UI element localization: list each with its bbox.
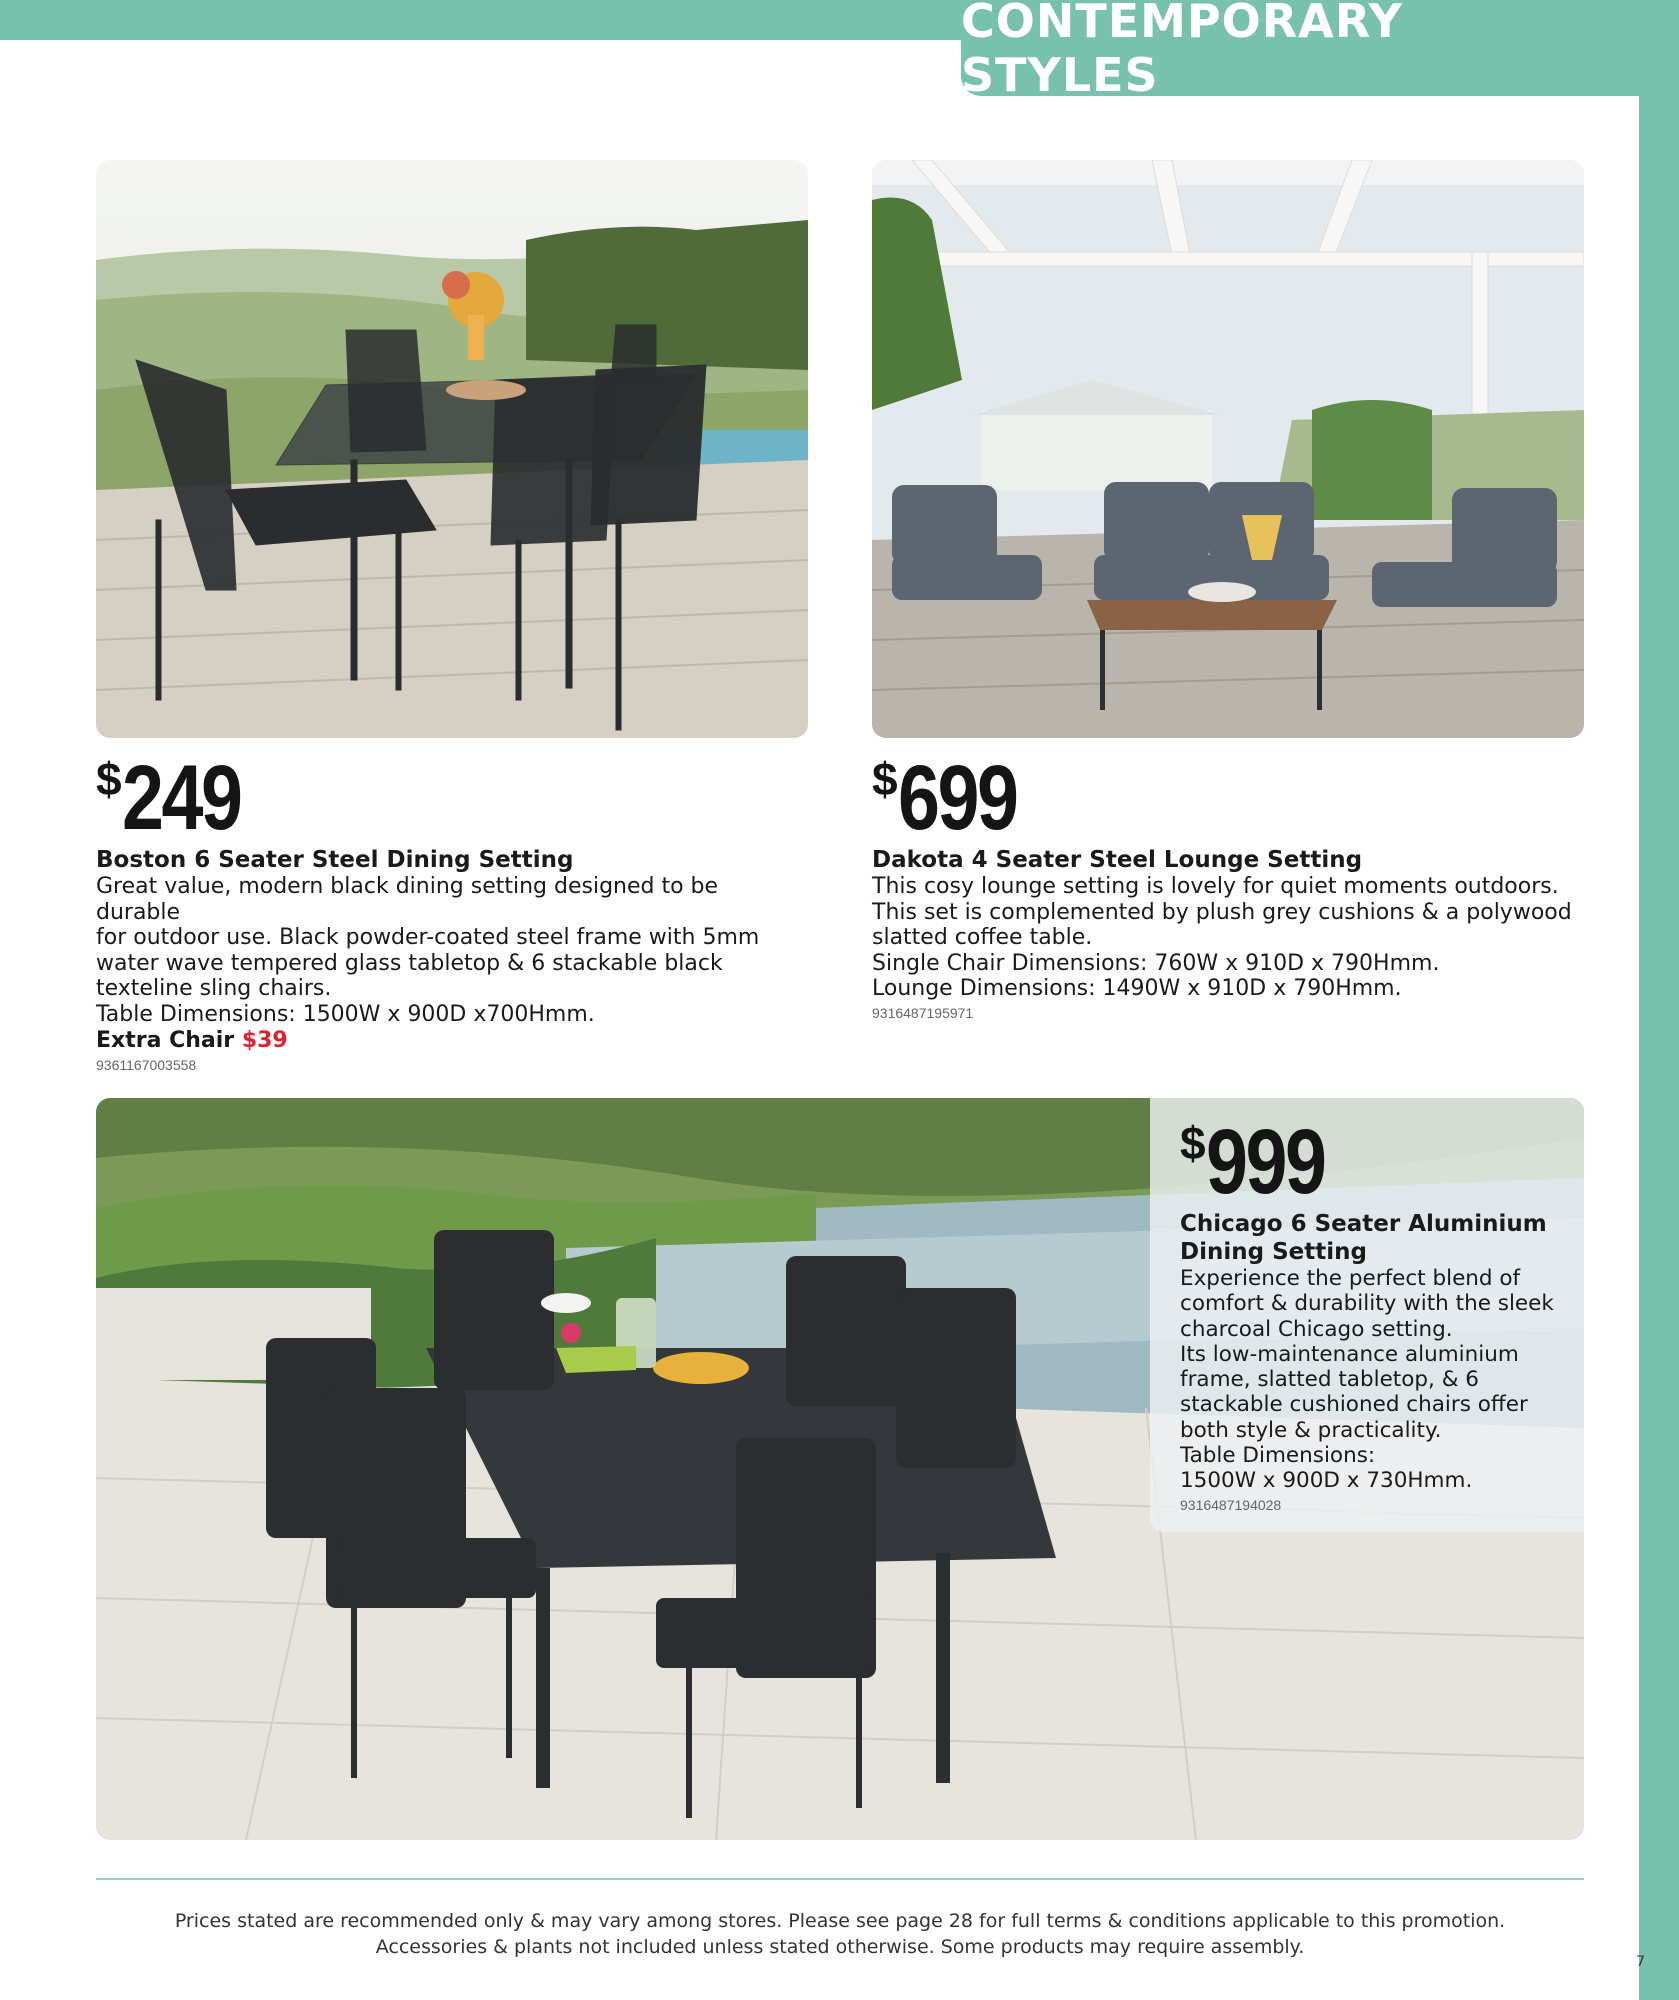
description-line: This set is complemented by plush grey cushions & a polywood <box>872 899 1572 925</box>
product-name <box>1180 1210 1560 1266</box>
product-name-line: Chicago 6 Seater Aluminium <box>1180 1211 1547 1237</box>
product-dakota <box>872 747 1584 1021</box>
description-line: Experience the perfect blend of <box>1180 1266 1521 1291</box>
boston-price <box>96 747 808 849</box>
price-amount: 999 <box>1205 1111 1325 1213</box>
description-line: Table Dimensions: <box>1180 1443 1376 1469</box>
price-amount: 699 <box>897 747 1017 849</box>
description-line: texteline sling chairs. <box>96 976 332 1001</box>
description-line: comfort & durability with the sleek <box>1180 1291 1554 1317</box>
description-line: frame, slatted tabletop, & 6 <box>1180 1367 1479 1393</box>
description-line: Single Chair Dimensions: 760W x 910D x 790Hmm. <box>872 950 1440 976</box>
product-description <box>872 874 1584 1002</box>
currency-symbol: $ <box>872 753 898 805</box>
description-line: 1500W x 900D x 730Hmm. <box>1180 1468 1473 1494</box>
currency-symbol: $ <box>96 753 122 805</box>
product-sku: 9316487195971 <box>872 1004 974 1021</box>
description-line: both style & practicality. <box>1180 1417 1442 1443</box>
description-line: Its low-maintenance aluminium <box>1180 1341 1519 1367</box>
description-line: Lounge Dimensions: 1490W x 910D x 790Hmm. <box>872 976 1402 1001</box>
description-line: water wave tempered glass tabletop & 6 stackable black <box>96 950 723 976</box>
product-description <box>1180 1266 1560 1494</box>
product-sku: 9361167003558 <box>96 1057 197 1073</box>
dakota-lounge-setting-photo <box>872 160 1584 738</box>
product-name-line: Dining Setting <box>1180 1239 1367 1265</box>
product-sku: 9316487194028 <box>1180 1496 1282 1513</box>
product-name: Boston 6 Seater Steel Dining Setting <box>96 847 574 873</box>
description-line: charcoal Chicago setting. <box>1180 1316 1453 1342</box>
footer-divider <box>96 1878 1584 1880</box>
currency-symbol: $ <box>1180 1117 1206 1169</box>
product-chicago <box>1150 1098 1584 1532</box>
extra-chair-offer <box>96 1027 808 1054</box>
boston-dining-setting-photo <box>96 160 808 738</box>
dakota-price <box>872 747 1584 849</box>
section-header-tab <box>961 0 1639 102</box>
product-description <box>96 874 808 1027</box>
page-number: 7 <box>1636 1954 1645 1970</box>
section-title: CONTEMPORARY STYLES <box>961 0 1403 102</box>
description-line: stackable cushioned chairs offer <box>1180 1392 1528 1418</box>
extra-chair-price: $39 <box>241 1028 288 1053</box>
product-boston <box>96 747 808 1073</box>
description-line: Table Dimensions: 1500W x 900D x700Hmm. <box>96 1001 595 1027</box>
footer-line: Prices stated are recommended only & may vary among stores. Please see page 28 for full terms & conditions applicable to this promotion. <box>174 1910 1506 1932</box>
description-line: Great value, modern black dining setting designed to be durable <box>96 874 719 925</box>
chicago-price <box>1180 1111 1560 1213</box>
product-name: Dakota 4 Seater Steel Lounge Setting <box>872 847 1363 873</box>
description-line: slatted coffee table. <box>872 925 1093 950</box>
price-amount: 249 <box>121 747 241 849</box>
extra-chair-label: Extra Chair <box>96 1028 235 1053</box>
footer-line: Accessories & plants not included unless stated otherwise. Some products may require assembly. <box>375 1936 1305 1958</box>
description-line: for outdoor use. Black powder-coated steel frame with 5mm <box>96 925 760 950</box>
footer-disclaimer <box>96 1908 1584 1960</box>
frame-right-band <box>1639 0 1679 2000</box>
description-line: This cosy lounge setting is lovely for quiet moments outdoors. <box>872 874 1559 899</box>
